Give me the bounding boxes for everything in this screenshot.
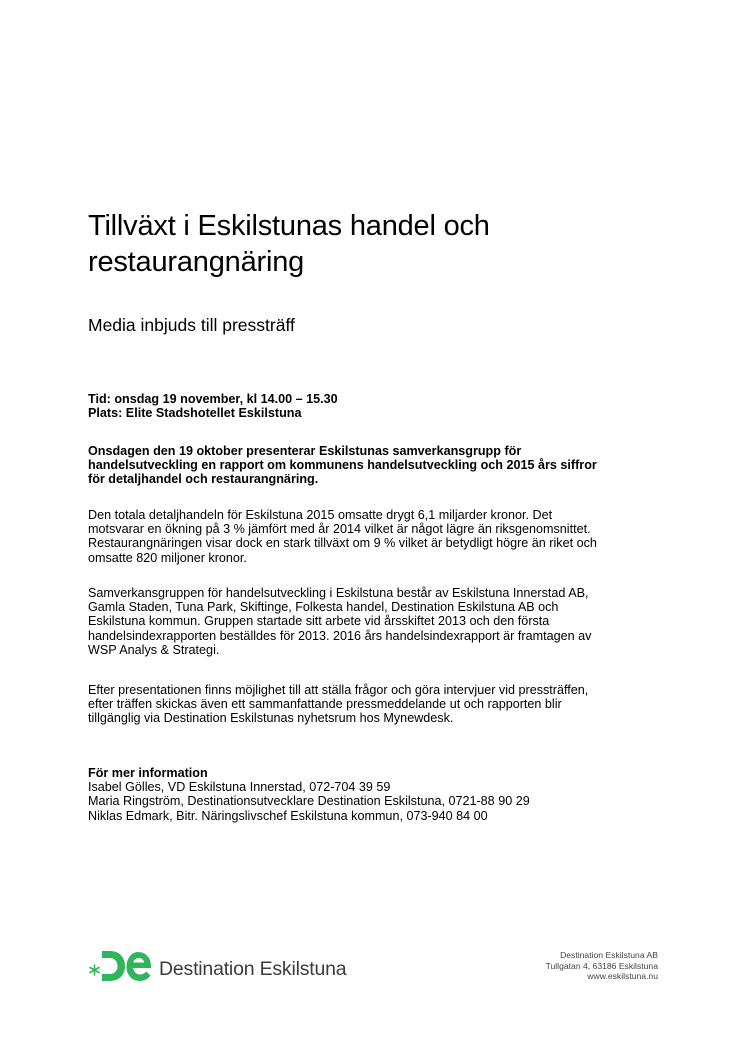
de-logo-icon (88, 948, 152, 984)
contact-person: Niklas Edmark, Bitr. Näringslivschef Eskilstuna kommun, 073-940 84 00 (88, 808, 488, 823)
event-details (88, 392, 668, 420)
paragraph-line: Restaurangnäringen visar dock en stark tillväxt om 9 % vilket är betydligt högre än riket och (88, 536, 597, 551)
paragraph-line: Samverkansgruppen för handelsutveckling i Eskilstuna består av Eskilstuna Innerstad AB, (88, 586, 589, 600)
logo-text: Destination Eskilstuna (159, 958, 347, 980)
contact-section (88, 766, 668, 823)
page-subtitle: Media inbjuds till pressträff (88, 315, 295, 335)
paragraph-line: Gamla Staden, Tuna Park, Skiftinge, Folkesta handel, Destination Eskilstuna AB och (88, 600, 559, 615)
paragraph-line: omsatte 820 miljoner kronor. (88, 550, 247, 565)
paragraph-line: Eskilstuna kommun. Gruppen startade sitt arbete vid årsskiftet 2013 och den första (88, 614, 550, 629)
destination-eskilstuna-logo (88, 946, 378, 986)
title-line: Tillväxt i Eskilstunas handel och (88, 210, 490, 242)
lead-paragraph (88, 444, 668, 487)
website-link[interactable]: www.eskilstuna.nu (587, 971, 658, 982)
lead-line: för detaljhandel och restaurangnäring. (88, 472, 319, 487)
contact-person: Maria Ringström, Destinationsutvecklare Destination Eskilstuna, 0721-88 90 29 (88, 794, 530, 809)
paragraph-cooperation-group (88, 586, 668, 657)
paragraph-line: motsvarar en ökning på 3 % jämfört med år 2014 vilket är något lägre än riksgenomsnittet. (88, 522, 591, 537)
paragraph-line: handelsindexrapporten beställdes för 2013. 2016 års handelsindexrapport är framtagen av (88, 628, 592, 643)
company-name: Destination Eskilstuna AB (560, 950, 658, 960)
street-address: Tullgatan 4, 63186 Eskilstuna (545, 960, 658, 971)
contact-heading: För mer information (88, 766, 208, 780)
paragraph-retail-figures (88, 508, 668, 565)
paragraph-line: Efter presentationen finns möjlighet till att ställa frågor och göra intervjuer vid pressträffen, (88, 683, 589, 697)
lead-line: handelsutveckling en rapport om kommunens handelsutveckling och 2015 års siffror (88, 458, 597, 473)
event-time: Tid: onsdag 19 november, kl 14.00 – 15.30 (88, 392, 338, 406)
title-line: restaurangnäring (88, 246, 305, 278)
paragraph-line: WSP Analys & Strategi. (88, 642, 220, 657)
event-place: Plats: Elite Stadshotellet Eskilstuna (88, 406, 302, 421)
paragraph-after-presentation (88, 683, 668, 726)
lead-line: Onsdagen den 19 oktober presenterar Eskilstunas samverkansgrupp för (88, 444, 522, 458)
footer-address (546, 950, 658, 982)
contact-person: Isabel Gölles, VD Eskilstuna Innerstad, 072-704 39 59 (88, 780, 391, 795)
paragraph-line: efter träffen skickas även ett sammanfattande pressmeddelande ut och rapporten blir (88, 697, 562, 712)
page-title (88, 208, 648, 280)
paragraph-line: Den totala detaljhandeln för Eskilstuna 2015 omsatte drygt 6,1 miljarder kronor. Det (88, 508, 553, 522)
paragraph-line: tillgänglig via Destination Eskilstunas nyhetsrum hos Mynewdesk. (88, 711, 454, 726)
